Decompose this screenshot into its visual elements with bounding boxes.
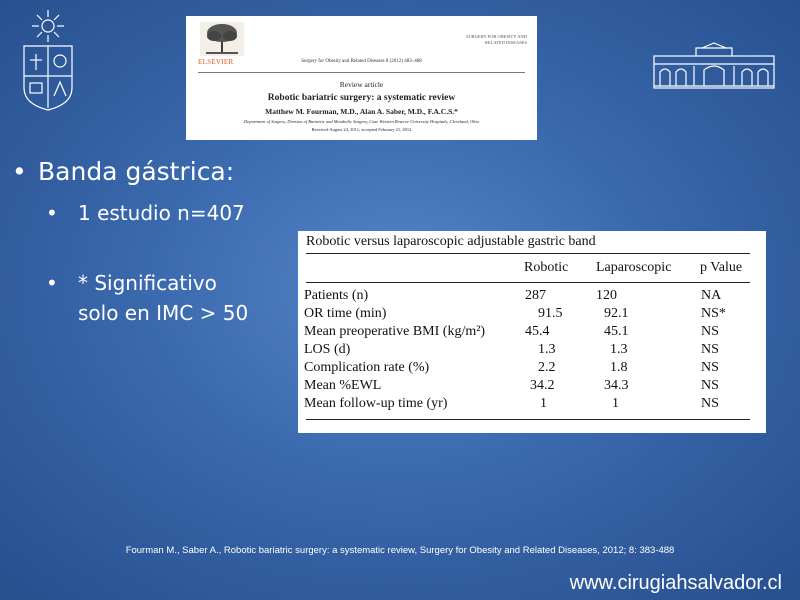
- table-cell: NS: [701, 396, 719, 411]
- table-cell: Mean preoperative BMI (kg/m²): [304, 324, 486, 339]
- article-title: Robotic bariatric surgery: a systematic review: [267, 93, 456, 103]
- table-cell: 45.1: [604, 324, 629, 339]
- sub-bullet-text: * Significativo solo en IMC > 50: [78, 271, 249, 325]
- hospital-building-icon: [652, 42, 776, 90]
- table-cell: 45.4: [525, 324, 550, 339]
- table-cell: Mean follow-up time (yr): [304, 396, 448, 411]
- table-cell: Mean %EWL: [304, 378, 382, 393]
- website-url: www.cirugiahsalvador.cl: [569, 572, 782, 594]
- table-cell: NA: [701, 288, 722, 303]
- table-cell: NS: [701, 360, 719, 375]
- table-cell: Complication rate (%): [304, 360, 430, 375]
- table-row: [298, 306, 766, 324]
- divider: [198, 72, 525, 73]
- table-row: [298, 324, 766, 342]
- table-cell: 92.1: [604, 306, 629, 321]
- table-header-pvalue: p Value: [700, 260, 743, 275]
- table-cell: LOS (d): [304, 342, 351, 357]
- table-cell: OR time (min): [304, 306, 387, 321]
- table-cell: 1.3: [610, 342, 628, 357]
- table-cell: 2.2: [538, 360, 556, 375]
- table-row: [298, 342, 766, 360]
- table-cell: NS*: [701, 306, 726, 321]
- paper-header-image: [186, 16, 537, 140]
- table-row: [298, 378, 766, 396]
- table-header-laparoscopic: Laparoscopic: [596, 260, 672, 275]
- bullet-dot: •: [46, 271, 58, 295]
- article-type: Review article: [339, 80, 384, 89]
- publisher-name: ELSEVIER: [198, 58, 234, 66]
- table-rule-bottom: [306, 419, 750, 420]
- comparison-table: [298, 231, 766, 433]
- table-cell: 34.3: [604, 378, 629, 393]
- table-row: [298, 360, 766, 378]
- table-cell: 1.8: [610, 360, 628, 375]
- journal-citation: Surgery for Obesity and Related Diseases 8 (2012) 483–488: [301, 59, 422, 64]
- table-cell: 1: [540, 396, 547, 411]
- elsevier-tree-icon: [200, 22, 244, 56]
- table-cell: NS: [701, 342, 719, 357]
- bullet-dot: •: [46, 201, 58, 225]
- bullet-dot: •: [12, 157, 27, 186]
- table-row: [298, 288, 766, 306]
- table-cell: 91.5: [538, 306, 563, 321]
- reference-citation: Fourman M., Saber A., Robotic bariatric surgery: a systematic review, Surgery for Obesity and Related Diseases, 2012; 8: 383-488: [125, 545, 675, 556]
- table-cell: 1: [612, 396, 619, 411]
- table-cell: Patients (n): [304, 288, 369, 303]
- table-cell: NS: [701, 324, 719, 339]
- bullet-main-text: Banda gástrica:: [38, 157, 235, 186]
- table-cell: 120: [596, 288, 617, 303]
- table-header-robotic: Robotic: [524, 260, 569, 275]
- table-rule-header: [306, 282, 750, 283]
- table-cell: NS: [701, 378, 719, 393]
- sub-bullet-text: 1 estudio n=407: [78, 201, 245, 225]
- journal-name: SURGERY FOR OBESITY AND RELATED DISEASES: [465, 34, 527, 45]
- table-cell: 1.3: [538, 342, 556, 357]
- table-row: [298, 396, 766, 414]
- university-crest-icon: [18, 8, 78, 112]
- table-caption: Robotic versus laparoscopic adjustable gastric band: [306, 234, 596, 249]
- table-rule-top: [306, 253, 750, 254]
- table-cell: 34.2: [530, 378, 555, 393]
- table-cell: 287: [525, 288, 546, 303]
- article-dates: Received August 24, 2011; accepted February 21, 2012: [311, 127, 412, 132]
- article-affiliation: Department of Surgery, Division of Bariatric and Metabolic Surgery, Case Western Reserve University Hospitals, Cleveland, Ohio: [243, 119, 480, 124]
- article-authors: Matthew M. Fourman, M.D., Alan A. Saber, M.D., F.A.C.S.*: [265, 107, 458, 116]
